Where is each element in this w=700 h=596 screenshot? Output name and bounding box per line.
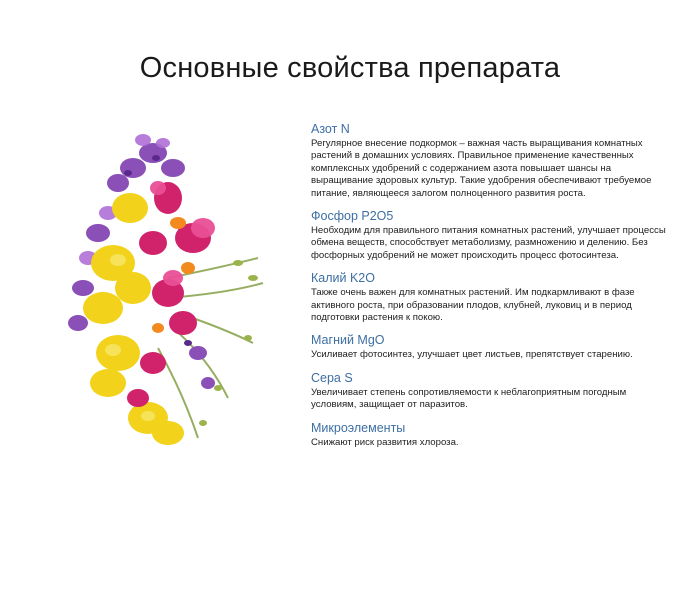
- property-text: Регулярное внесение подкормок – важная часть выращивания комнатных растений в домашних условиях. Правильное применение качественных комплексных удобрений с содержанием азота повышает шансы на выращивание здоровых культур. Такие удобрения обеспечивают требуемое питание, являющееся залогом полноценного развития роста.: [311, 138, 652, 199]
- property-heading: Фосфор P2O5: [311, 209, 394, 224]
- property-phosphorus: [311, 208, 671, 262]
- property-heading: Азот N: [311, 122, 350, 136]
- property-nitrogen: [311, 121, 671, 200]
- property-text: Необходим для правильного питания комнатных растений, улучшает процессы обмена веществ, способствует метаболизму, размножению и делению. Без фосфорных удобрений не может происходить процесс фотосинтеза.: [311, 225, 666, 261]
- property-heading: Микроэлементы: [311, 420, 406, 435]
- property-sulfur: [311, 370, 671, 412]
- property-text: Также очень важен для комнатных растений. Им подкармливают в фазе активного роста, при образовании плодов, клубней, луковиц и в период подготовки растения к покою.: [311, 287, 635, 324]
- property-heading: Калий K2O: [311, 271, 375, 286]
- property-microelements: [311, 420, 671, 449]
- property-text: Увеличивает степень сопротивляемости к неблагоприятным погодным условиям, защищает от паразитов.: [311, 386, 627, 411]
- page-title: Основные свойства препарата: [139, 52, 561, 84]
- flower-bouquet-icon: [58, 128, 268, 458]
- property-heading: Магний MgO: [311, 333, 385, 348]
- property-magnesium: [311, 332, 671, 361]
- property-potassium: [311, 270, 671, 324]
- property-text: Усиливает фотосинтез, улучшает цвет листьев, препятствует старению.: [311, 349, 633, 361]
- property-heading: Сера S: [311, 370, 353, 385]
- properties-list: [311, 121, 671, 457]
- property-text: Снижают риск развития хлороза.: [311, 436, 459, 448]
